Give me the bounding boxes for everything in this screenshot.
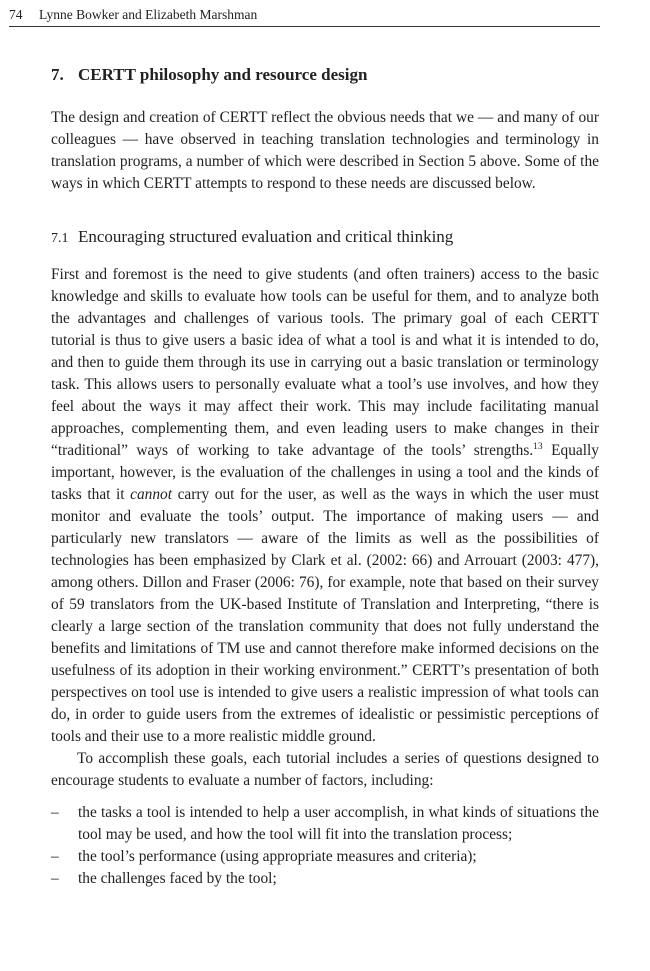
page-body — [51, 62, 599, 890]
section-intro-paragraph: The design and creation of CERTT reflect the obvious needs that we — and many of our colleagues — have observed in teaching translation technologies and terminology in translation programs, a number of which were described in Section 5 above. Some of the ways in which CERTT attempts to respond to these needs are discussed below. — [51, 109, 599, 192]
list-item — [51, 802, 599, 846]
page-number: 74 — [9, 7, 23, 22]
paragraph-text: Equally important, however, is the evaluation of the challenges in using a tool and the kinds of tasks that it — [51, 442, 599, 503]
paragraph-text: carry out for the user, as well as the ways in which the user must monitor and evaluate the tools’ output. The importance of making users — and particularly new translators — aware of the limits as well as the possibilities of technologies has been emphasized by Clark et al. (2002: 66) and Arrouart (2003: 477), among others. Dillon and Fraser (2006: 76), for example, note that based on their survey of 59 translators from the UK-based Institute of Translation and Interpreting, “there is clearly a large section of the translation community that does not fully understand the benefits and limitations of TM use and cannot therefore make informed decisions on the usefulness of its adoption in their working environment.” CERTT’s presentation of both perspectives on tool use is intended to give users a realistic impression of what tools can do, in order to guide users from the extremes of idealistic or pessimistic perceptions of tools and their use to a more realistic middle ground. — [51, 486, 599, 745]
subsection-number: 7.1 — [51, 231, 69, 246]
section-number: 7. — [51, 65, 64, 84]
list-item — [51, 868, 599, 890]
list-item-text: the challenges faced by the tool; — [78, 870, 277, 887]
section-title: CERTT philosophy and resource design — [78, 65, 368, 84]
emphasis-text: cannot — [130, 486, 173, 503]
list-item — [51, 846, 599, 868]
list-item-text: the tasks a tool is intended to help a user accomplish, in what kinds of situations the tool may be used, and how the tool will fit into the translation process; — [78, 804, 599, 843]
running-head — [9, 6, 600, 27]
subsection-title: Encouraging structured evaluation and critical thinking — [78, 227, 454, 246]
subsection-heading — [51, 224, 599, 252]
section-heading — [51, 62, 599, 88]
running-head-authors: Lynne Bowker and Elizabeth Marshman — [39, 7, 258, 22]
body-paragraph-1 — [51, 264, 599, 748]
paragraph-text: First and foremost is the need to give students (and often trainers) access to the basic knowledge and skills to evaluate how tools can be useful for them, and to analyze both the advantages and challenges of various tools. The primary goal of each CERTT tutorial is thus to give users a basic idea of what a tool is and what it is intended to do, and then to guide them through its use in carrying out a basic translation or terminology task. This allows users to personally evaluate what a tool’s use involves, and how they feel about the ways it may affect their work. This may include facilitating manual approaches, complementing them, and even leading users to make changes in their “traditional” ways of working to take advantage of the tools’ strengths. — [51, 266, 599, 459]
list-item-text: the tool’s performance (using appropriate measures and criteria); — [78, 848, 477, 865]
body-paragraph-2: To accomplish these goals, each tutorial includes a series of questions designed to encourage students to evaluate a number of factors, including: — [51, 750, 599, 789]
factor-list — [51, 802, 599, 890]
dash-bullet: – — [51, 870, 59, 887]
dash-bullet: – — [51, 848, 59, 865]
footnote-reference[interactable]: 13 — [533, 441, 543, 452]
dash-bullet: – — [51, 804, 59, 821]
